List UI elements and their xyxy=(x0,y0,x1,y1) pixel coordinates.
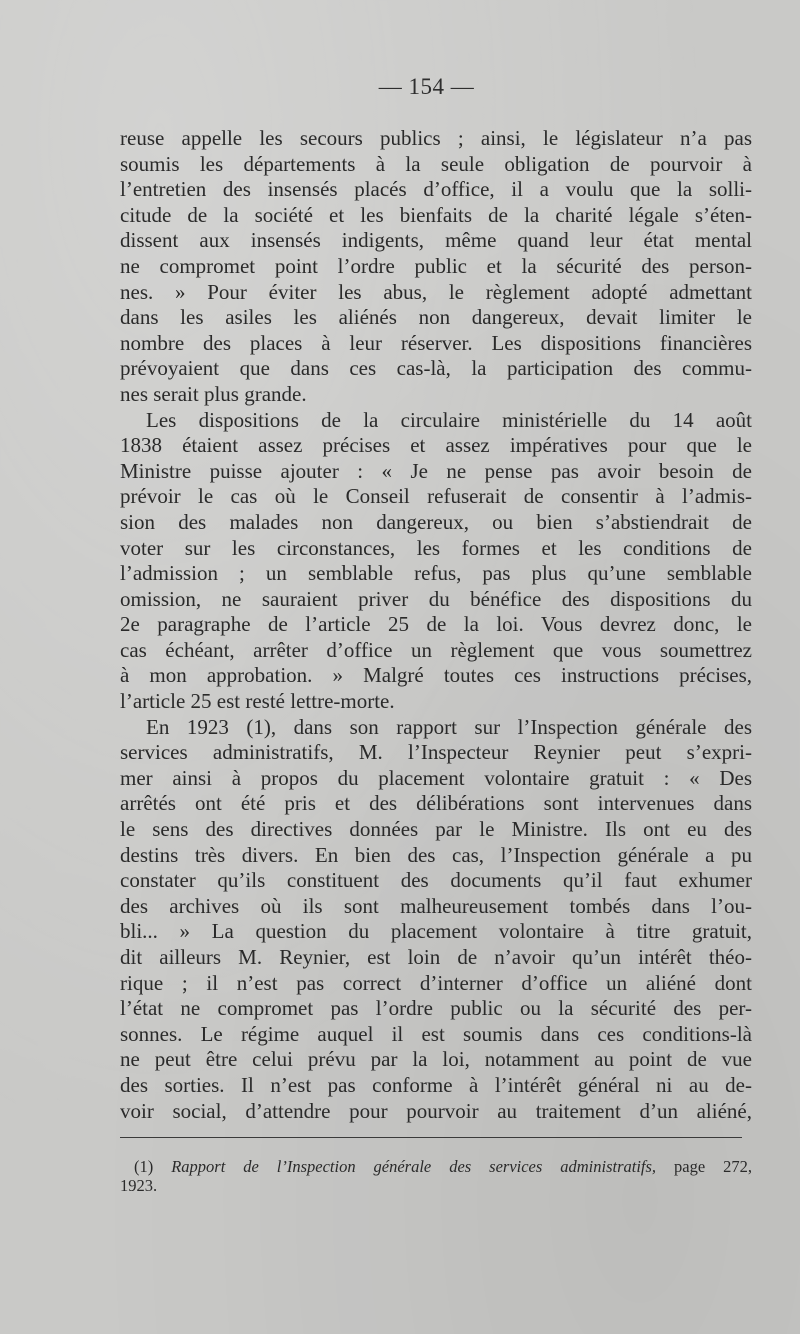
footnote-year: 1923. xyxy=(120,1176,158,1195)
text-line: nes. » Pour éviter les abus, le règlement adopté admettant xyxy=(120,279,752,304)
text-line: le sens des directives données par le Ministre. Ils ont eu des xyxy=(120,817,752,842)
text-line: sonnes. Le régime auquel il est soumis dans ces conditions-là xyxy=(120,1021,752,1046)
text-line-paragraph-start: En 1923 (1), dans son rapport sur l’Inspection générale des xyxy=(146,714,752,739)
footnote-line-1 xyxy=(120,1157,752,1176)
text-line: prévoir le cas où le Conseil refuserait de consentir à l’admis- xyxy=(120,484,752,509)
text-line: dit ailleurs M. Reynier, est loin de n’avoir qu’un intérêt théo- xyxy=(120,945,752,969)
text-line: reuse appelle les secours publics ; ainsi, le législateur n’a pas xyxy=(120,126,752,150)
text-line: omission, ne sauraient priver du bénéfice des dispositions du xyxy=(120,586,752,611)
text-line: cas échéant, arrêter d’office un règlement que vous soumettrez xyxy=(120,637,752,662)
footnote-page-ref: page 272, xyxy=(674,1157,752,1176)
text-line: mer ainsi à propos du placement volontaire gratuit : « Des xyxy=(120,765,752,790)
text-line: Ministre puisse ajouter : « Je ne pense pas avoir besoin de xyxy=(120,458,752,483)
text-line: destins très divers. En bien des cas, l’Inspection générale a pu xyxy=(120,842,752,867)
text-line: sion des malades non dangereux, ou bien s’abstiendrait de xyxy=(120,509,752,534)
text-line: prévoyaient que dans ces cas-là, la participation des commu- xyxy=(120,356,752,381)
text-line: voter sur les circonstances, les formes et les conditions de xyxy=(120,535,752,560)
footnote xyxy=(120,1157,752,1195)
text-line: à mon approbation. » Malgré toutes ces instructions précises, xyxy=(120,663,752,688)
text-line: des sorties. Il n’est pas conforme à l’intérêt général ni au de- xyxy=(120,1072,752,1097)
text-line: bli... » La question du placement volontaire à titre gratuit, xyxy=(120,919,752,944)
text-line: nombre des places à leur réserver. Les dispositions financières xyxy=(120,330,752,355)
text-line: constater qu’ils constituent des documents qu’il faut exhumer xyxy=(120,868,752,893)
text-line: 1838 étaient assez précises et assez impératives pour que le xyxy=(120,433,752,458)
text-line: l’entretien des insensés placés d’office, il a voulu que la solli- xyxy=(120,177,752,202)
body-text xyxy=(120,126,752,1124)
footnote-divider xyxy=(120,1137,742,1138)
text-line-paragraph-start: Les dispositions de la circulaire ministérielle du 14 août xyxy=(146,407,752,432)
text-line: dans les asiles les aliénés non dangereux, devait limiter le xyxy=(120,305,752,330)
text-line: soumis les départements à la seule obligation de pourvoir à xyxy=(120,151,752,176)
text-line-paragraph-end: l’article 25 est resté lettre-morte. xyxy=(120,689,395,714)
text-line: 2e paragraphe de l’article 25 de la loi. Vous devrez donc, le xyxy=(120,612,752,637)
text-line: arrêtés ont été pris et des délibérations sont intervenues dans xyxy=(120,791,752,816)
text-line: rique ; il n’est pas correct d’interner d’office un aliéné dont xyxy=(120,970,752,995)
text-line: l’admission ; un semblable refus, pas plus qu’une semblable xyxy=(120,561,752,586)
text-line: des archives où ils sont malheureusement tombés dans l’ou- xyxy=(120,893,752,918)
text-line: citude de la société et les bienfaits de la charité légale s’éten- xyxy=(120,202,752,227)
text-line: voir social, d’attendre pour pourvoir au traitement d’un aliéné, xyxy=(120,1098,752,1123)
text-line-paragraph-end: nes serait plus grande. xyxy=(120,381,307,406)
footnote-title: Rapport de l’Inspection générale des services administratifs, xyxy=(171,1157,657,1176)
text-line: services administratifs, M. l’Inspecteur Reynier peut s’expri- xyxy=(120,740,752,765)
text-line: ne compromet point l’ordre public et la sécurité des person- xyxy=(120,253,752,278)
text-line: ne peut être celui prévu par la loi, notamment au point de vue xyxy=(120,1047,752,1072)
footnote-marker: (1) xyxy=(134,1157,154,1176)
page-number: — 154 — xyxy=(378,74,475,99)
text-line: l’état ne compromet pas l’ordre public ou la sécurité des per- xyxy=(120,996,752,1021)
text-line: dissent aux insensés indigents, même quand leur état mental xyxy=(120,228,752,253)
